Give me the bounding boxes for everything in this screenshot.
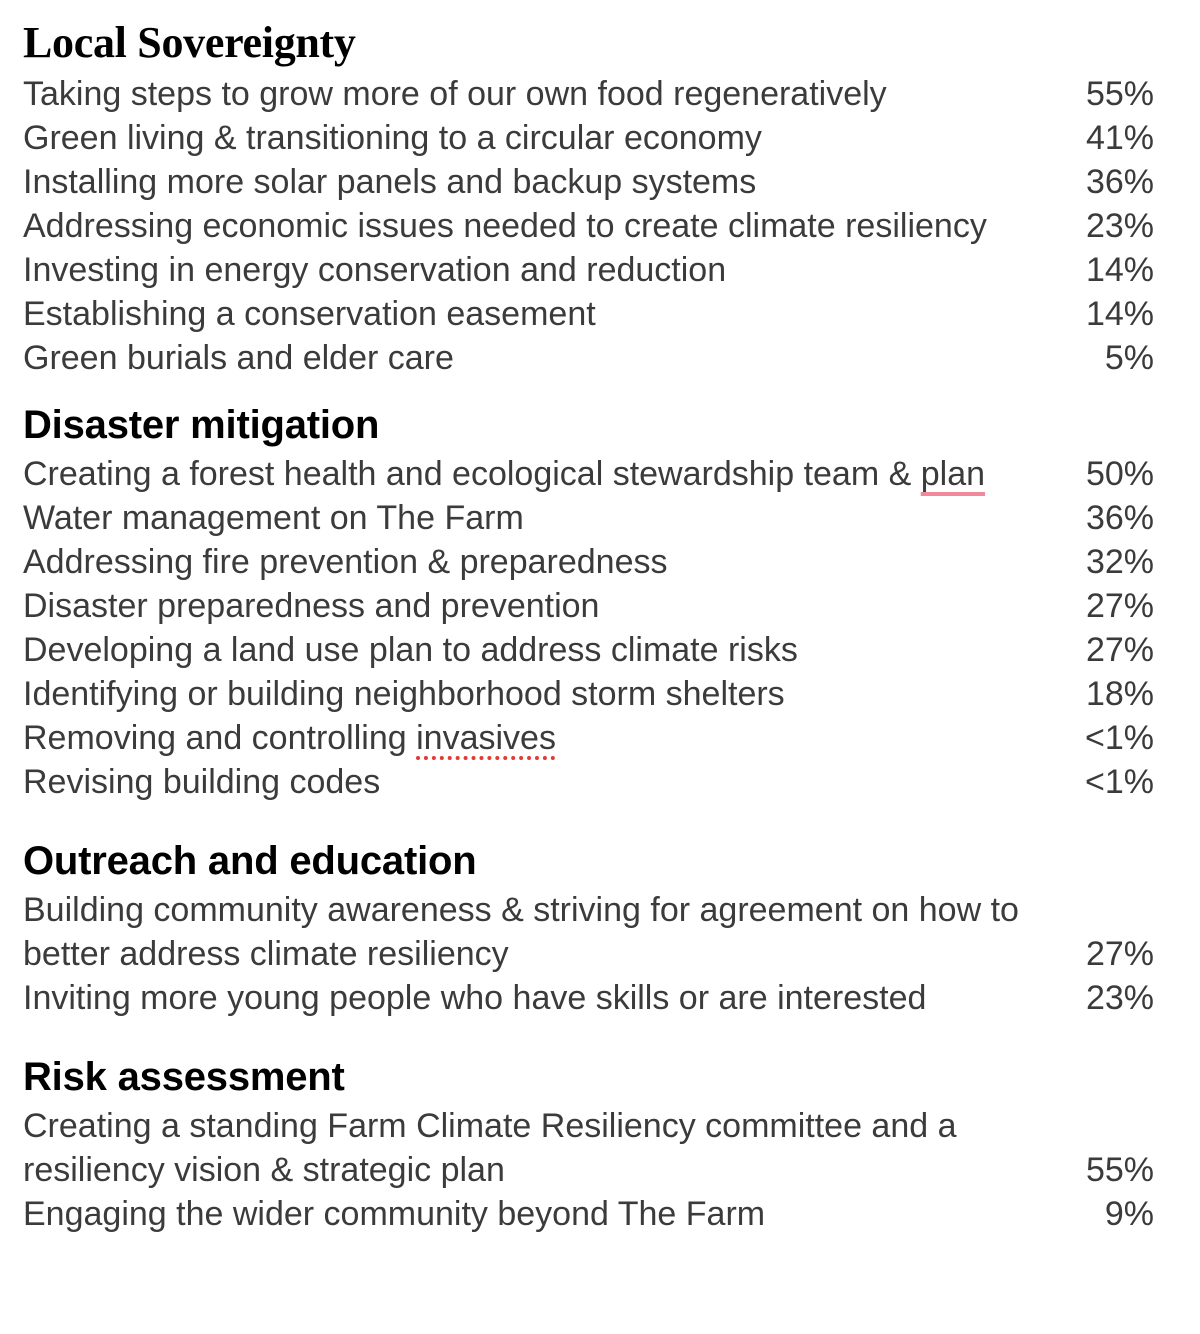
item-label: Disaster preparedness and prevention — [23, 587, 600, 625]
item-percentage: 36% — [1085, 499, 1154, 537]
item-percentage: <1% — [1085, 719, 1154, 757]
list-item — [23, 540, 1154, 584]
survey-results-document — [23, 14, 1154, 1236]
item-percentage: 27% — [1085, 587, 1154, 625]
list-item — [23, 976, 1154, 1020]
item-percentage: 55% — [1085, 75, 1154, 113]
item-percentage: 55% — [1085, 1151, 1154, 1189]
list-item — [23, 292, 1154, 336]
section-title-disaster-mitigation: Disaster mitigation — [23, 403, 380, 447]
list-item — [23, 452, 1154, 496]
item-percentage: 32% — [1085, 543, 1154, 581]
item-label — [23, 452, 1086, 496]
item-percentage: 23% — [1085, 207, 1154, 245]
list-item — [23, 1104, 1154, 1192]
list-item — [23, 760, 1154, 804]
list-item — [23, 1192, 1154, 1236]
item-label: Addressing economic issues needed to create climate resiliency — [23, 207, 987, 245]
item-percentage: 23% — [1085, 979, 1154, 1017]
section-spacer — [23, 380, 1154, 398]
item-percentage: 27% — [1085, 631, 1154, 669]
item-label: Installing more solar panels and backup systems — [23, 163, 757, 201]
item-percentage: 9% — [1104, 1195, 1154, 1233]
item-label: Green living & transitioning to a circular economy — [23, 119, 762, 157]
list-item — [23, 584, 1154, 628]
section-spacer — [23, 804, 1154, 834]
item-label: Investing in energy conservation and reduction — [23, 251, 727, 289]
item-label: Establishing a conservation easement — [23, 295, 596, 333]
marked-word[interactable]: plan — [920, 455, 986, 493]
item-percentage: 27% — [1085, 935, 1154, 973]
item-label: Identifying or building neighborhood storm shelters — [23, 675, 785, 713]
list-item — [23, 628, 1154, 672]
item-label: Revising building codes — [23, 763, 381, 801]
item-label: Engaging the wider community beyond The Farm — [23, 1195, 766, 1233]
list-item — [23, 160, 1154, 204]
item-label: Building community awareness & striving for agreement on how to better address climate resiliency — [23, 891, 1029, 973]
section-title-outreach-and-education: Outreach and education — [23, 839, 477, 883]
item-label: Inviting more young people who have skills or are interested — [23, 979, 927, 1017]
item-label: Creating a standing Farm Climate Resiliency committee and a resiliency vision & strategic plan — [23, 1107, 966, 1189]
list-item — [23, 672, 1154, 716]
item-label: Green burials and elder care — [23, 339, 454, 377]
item-label: Taking steps to grow more of our own food regeneratively — [23, 75, 887, 113]
list-item — [23, 716, 1154, 760]
item-percentage: 14% — [1085, 251, 1154, 289]
section-title-risk-assessment: Risk assessment — [23, 1055, 345, 1099]
list-item — [23, 888, 1154, 976]
item-label — [23, 716, 1085, 760]
list-item — [23, 116, 1154, 160]
item-label: Addressing fire prevention & preparedness — [23, 543, 668, 581]
list-item — [23, 204, 1154, 248]
item-label: Water management on The Farm — [23, 499, 524, 537]
list-item — [23, 336, 1154, 380]
misspelled-word[interactable]: invasives — [416, 719, 556, 757]
item-percentage: <1% — [1085, 763, 1154, 801]
section-title-local-sovereignty: Local Sovereignty — [23, 18, 356, 67]
item-label: Developing a land use plan to address climate risks — [23, 631, 798, 669]
item-percentage: 5% — [1104, 339, 1154, 377]
item-percentage: 36% — [1085, 163, 1154, 201]
list-item — [23, 496, 1154, 540]
item-percentage: 41% — [1085, 119, 1154, 157]
item-percentage: 18% — [1085, 675, 1154, 713]
list-item — [23, 72, 1154, 116]
item-label-text: Creating a forest health and ecological stewardship team & — [23, 455, 921, 493]
item-label-text: Removing and controlling — [23, 719, 417, 757]
list-item — [23, 248, 1154, 292]
item-percentage: 50% — [1085, 455, 1154, 493]
item-percentage: 14% — [1085, 295, 1154, 333]
section-spacer — [23, 1020, 1154, 1050]
